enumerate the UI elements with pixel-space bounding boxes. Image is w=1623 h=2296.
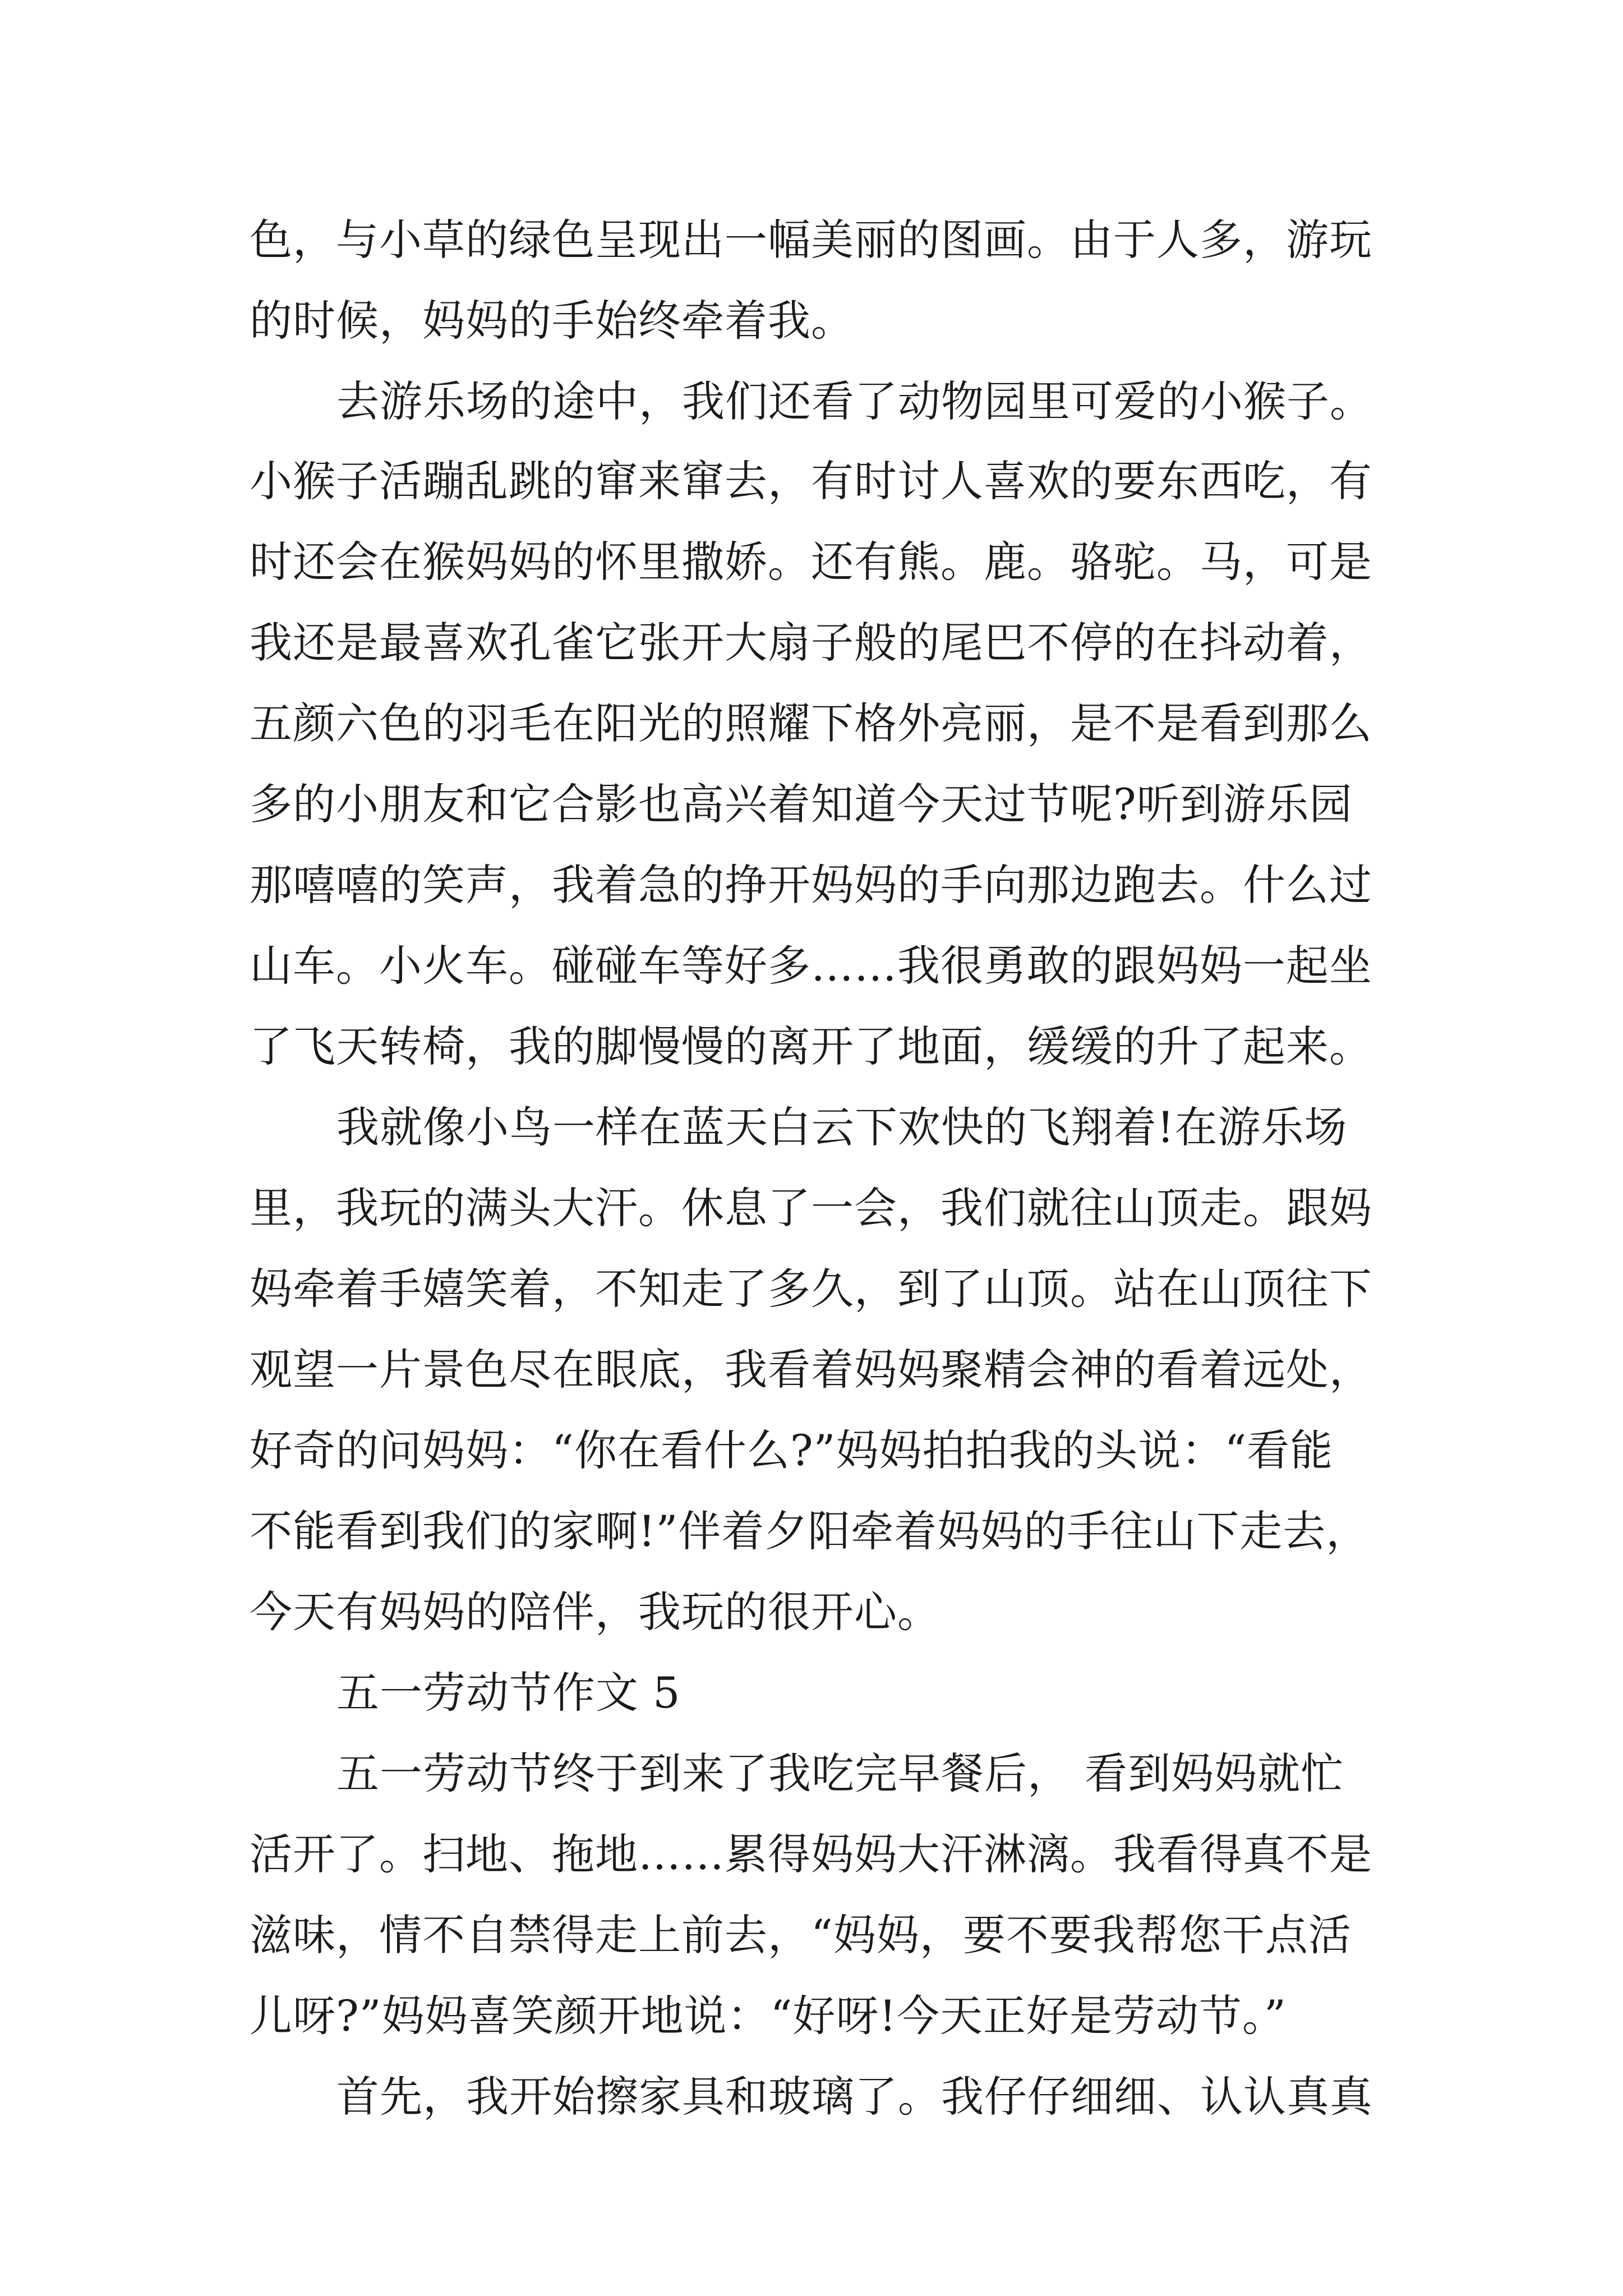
text-line: 多的小朋友和它合影也高兴着知道今天过节呢?听到游乐园 xyxy=(250,779,1353,829)
paragraph-start-line: 五一劳动节终于到来了我吃完早餐后， 看到妈妈就忙 xyxy=(336,1749,1344,1798)
paragraph-start-line: 首先，我开始擦家具和玻璃了。我仔仔细细、认认真真 xyxy=(336,2072,1373,2122)
text-line: 活开了。扫地、拖地……累得妈妈大汗淋漓。我看得真不是 xyxy=(250,1829,1372,1879)
text-line: 的时候，妈妈的手始终牵着我。 xyxy=(250,296,854,346)
text-line: 滋味，情不自禁得走上前去，“妈妈，要不要我帮您干点活 xyxy=(250,1910,1352,1960)
section-heading: 五一劳动节作文 5 xyxy=(336,1668,681,1718)
text-line: 山车。小火车。碰碰车等好多……我很勇敢的跟妈妈一起坐 xyxy=(250,941,1372,991)
paragraph-start-line: 我就像小鸟一样在蓝天白云下欢快的飞翔着!在游乐场 xyxy=(336,1102,1348,1152)
text-line: 时还会在猴妈妈的怀里撒娇。还有熊。鹿。骆驼。马，可是 xyxy=(250,537,1372,587)
text-line: 里，我玩的满头大汗。休息了一会，我们就往山顶走。跟妈 xyxy=(250,1183,1372,1233)
text-line: 了飞天转椅，我的脚慢慢的离开了地面，缓缓的升了起来。 xyxy=(250,1022,1372,1071)
text-line: 好奇的问妈妈：“你在看什么?”妈妈拍拍我的头说：“看能 xyxy=(250,1425,1334,1475)
paragraph-start-line: 去游乐场的途中，我们还看了动物园里可爱的小猴子。 xyxy=(336,376,1373,426)
text-line: 今天有妈妈的陪伴，我玩的很开心。 xyxy=(250,1587,940,1637)
text-line: 五颜六色的羽毛在阳光的照耀下格外亮丽，是不是看到那么 xyxy=(250,698,1372,748)
text-line: 小猴子活蹦乱跳的窜来窜去，有时讨人喜欢的要东西吃，有 xyxy=(250,456,1372,506)
text-line: 色，与小草的绿色呈现出一幅美丽的图画。由于人多，游玩 xyxy=(250,215,1372,265)
text-line: 观望一片景色尽在眼底，我看着妈妈聚精会神的看着远处， xyxy=(250,1345,1372,1395)
text-line: 妈牵着手嬉笑着，不知走了多久，到了山顶。站在山顶往下 xyxy=(250,1264,1372,1314)
text-line: 不能看到我们的家啊!”伴着夕阳牵着妈妈的手往山下走去， xyxy=(250,1506,1370,1556)
text-line: 我还是最喜欢孔雀它张开大扇子般的尾巴不停的在抖动着， xyxy=(250,618,1372,668)
text-line: 儿呀?”妈妈喜笑颜开地说：“好呀!今天正好是劳动节。” xyxy=(250,1991,1287,2041)
text-line: 那嘻嘻的笑声，我着急的挣开妈妈的手向那边跑去。什么过 xyxy=(250,860,1372,910)
